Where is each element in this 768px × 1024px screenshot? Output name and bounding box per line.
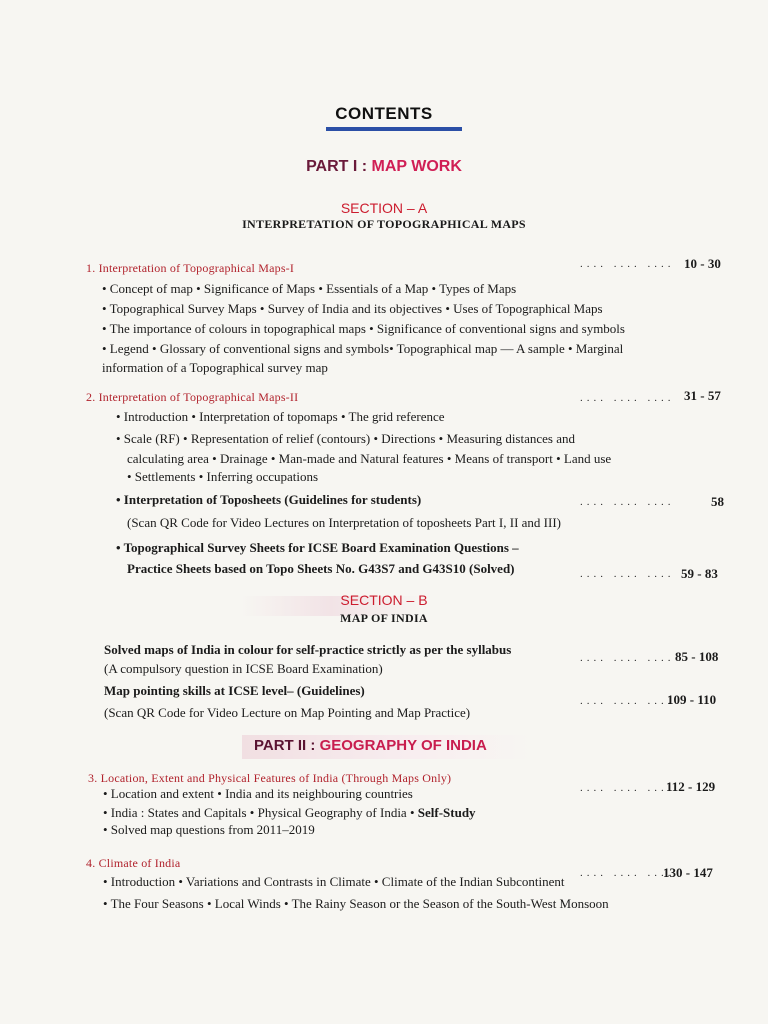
contents-heading: CONTENTS bbox=[335, 104, 433, 123]
part2-prefix: PART II : bbox=[254, 737, 320, 754]
survey-sheets-leader: .... .... .... bbox=[580, 568, 675, 580]
chapter-2-leader: .... .... .... bbox=[580, 392, 675, 404]
part2-title: GEOGRAPHY OF INDIA bbox=[319, 737, 487, 754]
part1-title: MAP WORK bbox=[371, 158, 462, 175]
chapter-4-pages: 130 - 147 bbox=[663, 865, 713, 880]
chapter-2-pages: 31 - 57 bbox=[684, 388, 721, 403]
chapter-1-leader: .... .... .... bbox=[580, 258, 675, 270]
chapter-1-line: • The importance of colours in topographical maps • Significance of conventional signs and symbols bbox=[102, 321, 625, 336]
section-a-title: INTERPRETATION OF TOPOGRAPHICAL MAPS bbox=[242, 217, 526, 231]
solved-maps-title: Solved maps of India in colour for self-practice strictly as per the syllabus bbox=[104, 642, 512, 657]
part1-heading bbox=[0, 158, 768, 176]
part2-heading bbox=[254, 737, 487, 754]
chapter-2-title: 2. Interpretation of Topographical Maps-II bbox=[86, 390, 299, 404]
survey-sheets-title: • Topographical Survey Sheets for ICSE Board Examination Questions – bbox=[116, 540, 519, 555]
chapter-1-title: 1. Interpretation of Topographical Maps-I bbox=[86, 261, 295, 275]
guidelines-title: • Interpretation of Toposheets (Guidelines for students) bbox=[116, 492, 422, 507]
section-a-label: SECTION – A bbox=[340, 200, 428, 216]
map-pointing-pages: 109 - 110 bbox=[667, 692, 717, 707]
chapter-3-line: • Location and extent • India and its neighbouring countries bbox=[103, 786, 413, 801]
part1-prefix: PART I : bbox=[306, 158, 372, 175]
solved-maps-leader: .... .... .... bbox=[580, 652, 675, 664]
heading-underline bbox=[326, 127, 462, 131]
solved-maps-pages: 85 - 108 bbox=[675, 649, 719, 664]
chapter-1-line: • Concept of map • Significance of Maps • Essentials of a Map • Types of Maps bbox=[102, 281, 517, 296]
map-pointing-note: (Scan QR Code for Video Lecture on Map Pointing and Map Practice) bbox=[104, 705, 471, 720]
chapter-2-line: • Settlements • Inferring occupations bbox=[127, 469, 319, 484]
chapter-1-line: • Topographical Survey Maps • Survey of India and its objectives • Uses of Topographical Maps bbox=[102, 301, 603, 316]
map-pointing-leader: .... .... .... bbox=[580, 695, 675, 707]
map-pointing-title: Map pointing skills at ICSE level– (Guidelines) bbox=[104, 683, 365, 698]
chapter-4-line: • The Four Seasons • Local Winds • The Rainy Season or the Season of the South-West Monsoon bbox=[103, 896, 609, 911]
guidelines-note: (Scan QR Code for Video Lectures on Interpretation of toposheets Part I, II and III) bbox=[127, 515, 561, 530]
chapter-3-pages: 112 - 129 bbox=[666, 779, 716, 794]
chapter-2-line: calculating area • Drainage • Man-made and Natural features • Means of transport • Land use bbox=[127, 451, 612, 466]
chapter-2-line: • Scale (RF) • Representation of relief (contours) • Directions • Measuring distances and bbox=[116, 431, 575, 446]
solved-maps-note: (A compulsory question in ICSE Board Examination) bbox=[104, 661, 383, 676]
guidelines-leader: .... .... .... bbox=[580, 496, 675, 508]
chapter-1-pages: 10 - 30 bbox=[684, 256, 721, 271]
chapter-3-line-text: • India : States and Capitals • Physical Geography of India • bbox=[103, 805, 418, 820]
survey-sheets-pages: 59 - 83 bbox=[681, 566, 718, 581]
chapter-3-title: 3. Location, Extent and Physical Features of India (Through Maps Only) bbox=[88, 771, 452, 785]
self-study-label: Self-Study bbox=[417, 805, 476, 820]
chapter-4-leader: .... .... .... bbox=[580, 867, 675, 879]
chapter-3-leader: .... .... .... bbox=[580, 782, 675, 794]
chapter-1-line: information of a Topographical survey map bbox=[102, 360, 328, 375]
chapter-4-line: • Introduction • Variations and Contrasts in Climate • Climate of the Indian Subcontinent bbox=[103, 874, 565, 889]
survey-sheets-subtitle: Practice Sheets based on Topo Sheets No. G43S7 and G43S10 (Solved) bbox=[127, 561, 515, 576]
chapter-3-line: • Solved map questions from 2011–2019 bbox=[103, 822, 315, 837]
section-b-label: SECTION – B bbox=[340, 592, 428, 608]
chapter-1-line: • Legend • Glossary of conventional signs and symbols• Topographical map — A sample • Marginal bbox=[102, 341, 624, 356]
chapter-3-line bbox=[103, 805, 476, 821]
section-b-title: MAP OF INDIA bbox=[340, 611, 428, 625]
guidelines-page: 58 bbox=[711, 494, 724, 509]
chapter-4-title: 4. Climate of India bbox=[86, 856, 181, 870]
chapter-2-line: • Introduction • Interpretation of topomaps • The grid reference bbox=[116, 409, 445, 424]
